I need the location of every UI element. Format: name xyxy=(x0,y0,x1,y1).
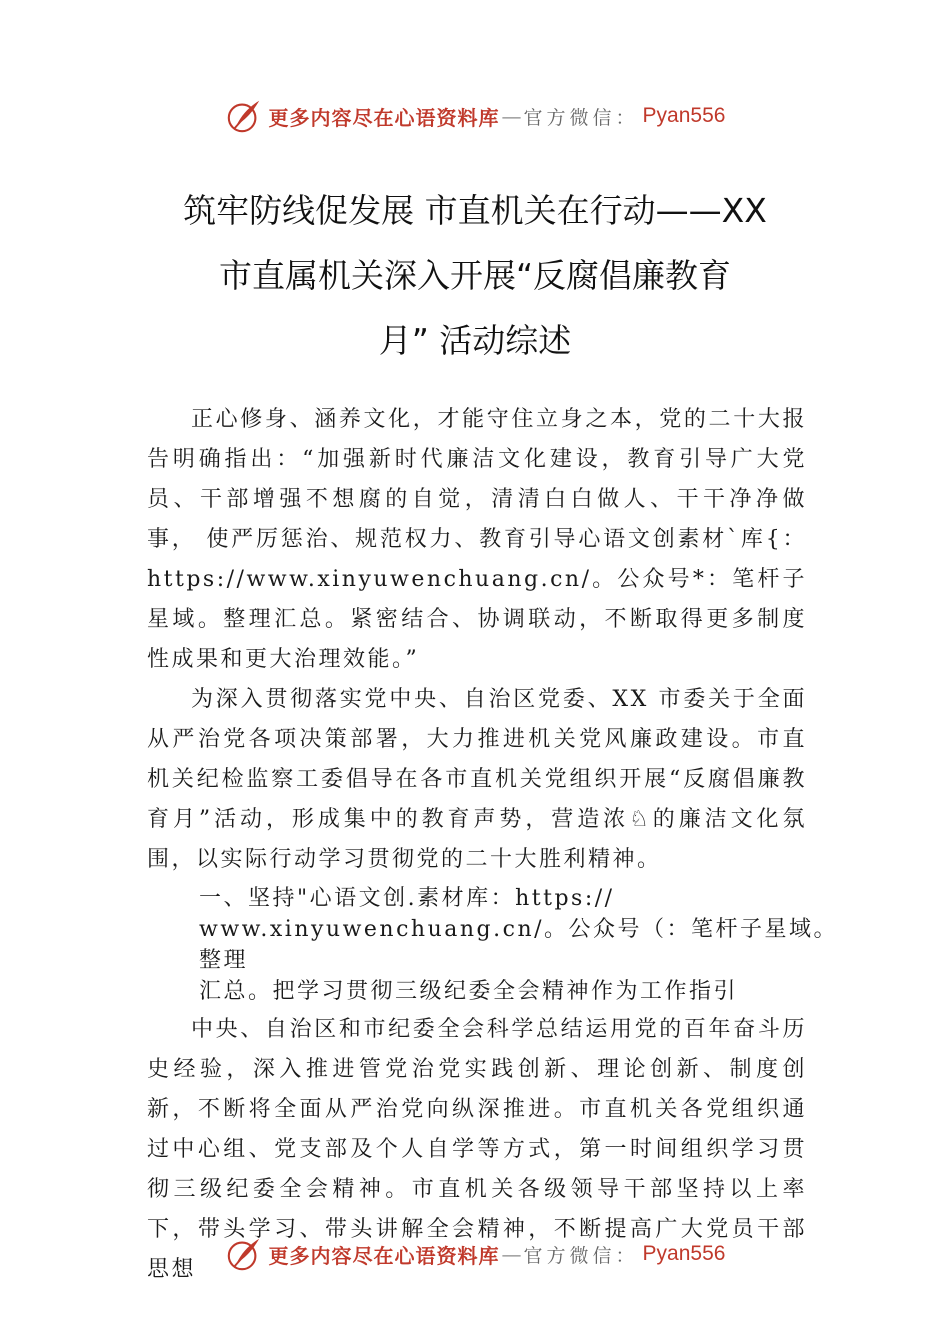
banner-wechat-label: 官方微信： xyxy=(523,1244,639,1267)
paragraph-section-1: 中央、自治区和市纪委全会科学总结运用党的百年奋斗历史经验，深入推进管党治党实践创新、理论创新、制度创新，不断将全面从严治党向纵深推进。市直机关各党组织通过中心组、党支部及个人自学等方式，第一时间组织学习贯彻三级纪委全会精神。市直机关各级领导干部坚持以上率下，带头学习、带头讲解全会精神，不断提高广大党员干部思想 xyxy=(147,1017,807,1282)
section-heading-line: www.xinyuwenchuang.cn/。公众号（：笔杆子星域。整理 xyxy=(199,917,839,973)
feather-logo-icon xyxy=(225,1235,263,1273)
title-line-3: 月” 活动综述 xyxy=(378,321,572,360)
title-line-2: 市直属机关深入开展“反腐倡廉教育 xyxy=(218,256,732,295)
title-line-1: 筑牢防线促发展 市直机关在行动——XX xyxy=(183,191,767,230)
banner-wechat-id: Pyan556 xyxy=(642,1242,726,1265)
section-heading-1 xyxy=(147,883,839,1007)
paragraph-intro: 正心修身、涵养文化，才能守住立身之本，党的二十大报告明确指出：“加强新时代廉洁文化建设，教育引导广大党员、干部增强不想腐的自觉，清清白白做人、干干净净做事， 使严厉惩治、规范权力、教育引导心语文创素材`库{：https://www.xinyuwenchuang.cn/。公众号*：笔杆子星域。整理汇总。紧密结合、协调联动，不断取得更多制度性成果和更大治理效能。” xyxy=(147,407,807,672)
header-banner xyxy=(0,94,950,138)
paragraph-background: 为深入贯彻落实党中央、自治区党委、XX 市委关于全面从严治党各项决策部署，大力推进机关党风廉政建设。市直机关纪检监察工委倡导在各市直机关党组织开展“反腐倡廉教育月”活动，形成集中的教育声势，营造浓♘的廉洁文化氛围，以实际行动学习贯彻党的二十大胜利精神。 xyxy=(147,687,807,872)
banner-wechat-id: Pyan556 xyxy=(642,104,726,127)
footer-banner xyxy=(0,1232,950,1276)
banner-brand-text: 更多内容尽在心语资料库 xyxy=(268,105,500,130)
document-title xyxy=(150,178,800,373)
banner-wechat-label: 官方微信： xyxy=(523,106,639,129)
section-heading-line: 汇总。把学习贯彻三级纪委全会精神作为工作指引 xyxy=(199,979,739,1004)
banner-brand-text: 更多内容尽在心语资料库 xyxy=(268,1243,500,1268)
feather-logo-icon xyxy=(225,97,263,135)
document-body xyxy=(147,400,839,1290)
banner-dash: — xyxy=(501,104,522,128)
section-heading-line: 一、坚持"心语文创.素材库：https:// xyxy=(199,886,615,911)
banner-dash: — xyxy=(501,1242,522,1266)
